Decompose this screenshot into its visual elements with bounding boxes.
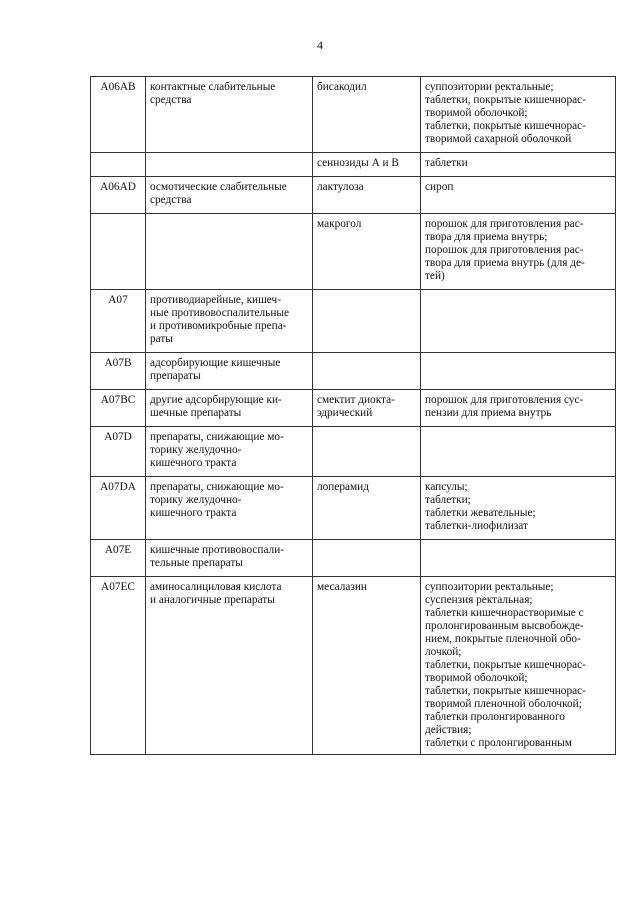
dosage-forms: таблетки xyxy=(421,153,616,177)
dosage-forms: сироп xyxy=(421,177,616,214)
group-name: контактные слабительные средства xyxy=(146,77,313,153)
table-row xyxy=(91,540,616,577)
table-row xyxy=(91,577,616,755)
table-row xyxy=(91,427,616,477)
group-name: препараты, снижающие мо- торику желудочно- кишечного тракта xyxy=(146,427,313,477)
atc-code: A07 xyxy=(91,290,146,353)
drug-classification-table xyxy=(90,76,616,755)
group-name xyxy=(146,153,313,177)
drug-name: сеннозиды А и В xyxy=(313,153,421,177)
table-row xyxy=(91,153,616,177)
group-name: адсорбирующие кишечные препараты xyxy=(146,353,313,390)
atc-code: A07B xyxy=(91,353,146,390)
group-name: осмотические слабительные средства xyxy=(146,177,313,214)
atc-code xyxy=(91,153,146,177)
drug-name: макрогол xyxy=(313,214,421,290)
group-name: препараты, снижающие мо- торику желудочно- кишечного тракта xyxy=(146,477,313,540)
page-number: 4 xyxy=(317,38,323,52)
group-name xyxy=(146,214,313,290)
atc-code: A06AD xyxy=(91,177,146,214)
dosage-forms: капсулы; таблетки; таблетки жевательные; таблетки-лиофилизат xyxy=(421,477,616,540)
table-row xyxy=(91,177,616,214)
dosage-forms: суппозитории ректальные; таблетки, покрытые кишечнорас- творимой оболочкой; таблетки, покрытые кишечнорас- творимой сахарной оболочкой xyxy=(421,77,616,153)
atc-code xyxy=(91,214,146,290)
group-name: другие адсорбирующие ки- шечные препараты xyxy=(146,390,313,427)
dosage-forms xyxy=(421,353,616,390)
table-row xyxy=(91,214,616,290)
atc-code: A07DA xyxy=(91,477,146,540)
drug-name xyxy=(313,427,421,477)
drug-name xyxy=(313,353,421,390)
drug-name: лоперамид xyxy=(313,477,421,540)
table-row xyxy=(91,390,616,427)
drug-name: бисакодил xyxy=(313,77,421,153)
table-row xyxy=(91,290,616,353)
group-name: противодиарейные, кишеч- ные противовоспалительные и противомикробные препа- раты xyxy=(146,290,313,353)
drug-name: смектит диокта- эдрический xyxy=(313,390,421,427)
dosage-forms: порошок для приготовления рас- твора для приема внутрь; порошок для приготовления рас- твора для приема внутрь (для де- тей) xyxy=(421,214,616,290)
group-name: кишечные противовоспали- тельные препараты xyxy=(146,540,313,577)
table-row xyxy=(91,77,616,153)
dosage-forms xyxy=(421,540,616,577)
dosage-forms xyxy=(421,427,616,477)
group-name: аминосалициловая кислота и аналогичные препараты xyxy=(146,577,313,755)
table-row xyxy=(91,477,616,540)
atc-code: A07E xyxy=(91,540,146,577)
atc-code: A07EC xyxy=(91,577,146,755)
dosage-forms: порошок для приготовления сус- пензии для приема внутрь xyxy=(421,390,616,427)
drug-name: месалазин xyxy=(313,577,421,755)
atc-code: A06AB xyxy=(91,77,146,153)
table-row xyxy=(91,353,616,390)
dosage-forms: суппозитории ректальные; суспензия ректальная; таблетки кишечнорастворимые с пролонгированным высвобожде- нием, покрытые пленочной обо- лочкой; таблетки, покрытые кишечнорас- творимой оболочкой; таблетки, покрытые кишечнорас- творимой пленочной оболочкой; таблетки пролонгированного действия; таблетки с пролонгированным xyxy=(421,577,616,755)
atc-code: A07D xyxy=(91,427,146,477)
dosage-forms xyxy=(421,290,616,353)
drug-name xyxy=(313,290,421,353)
atc-code: A07BC xyxy=(91,390,146,427)
drug-name: лактулоза xyxy=(313,177,421,214)
drug-name xyxy=(313,540,421,577)
